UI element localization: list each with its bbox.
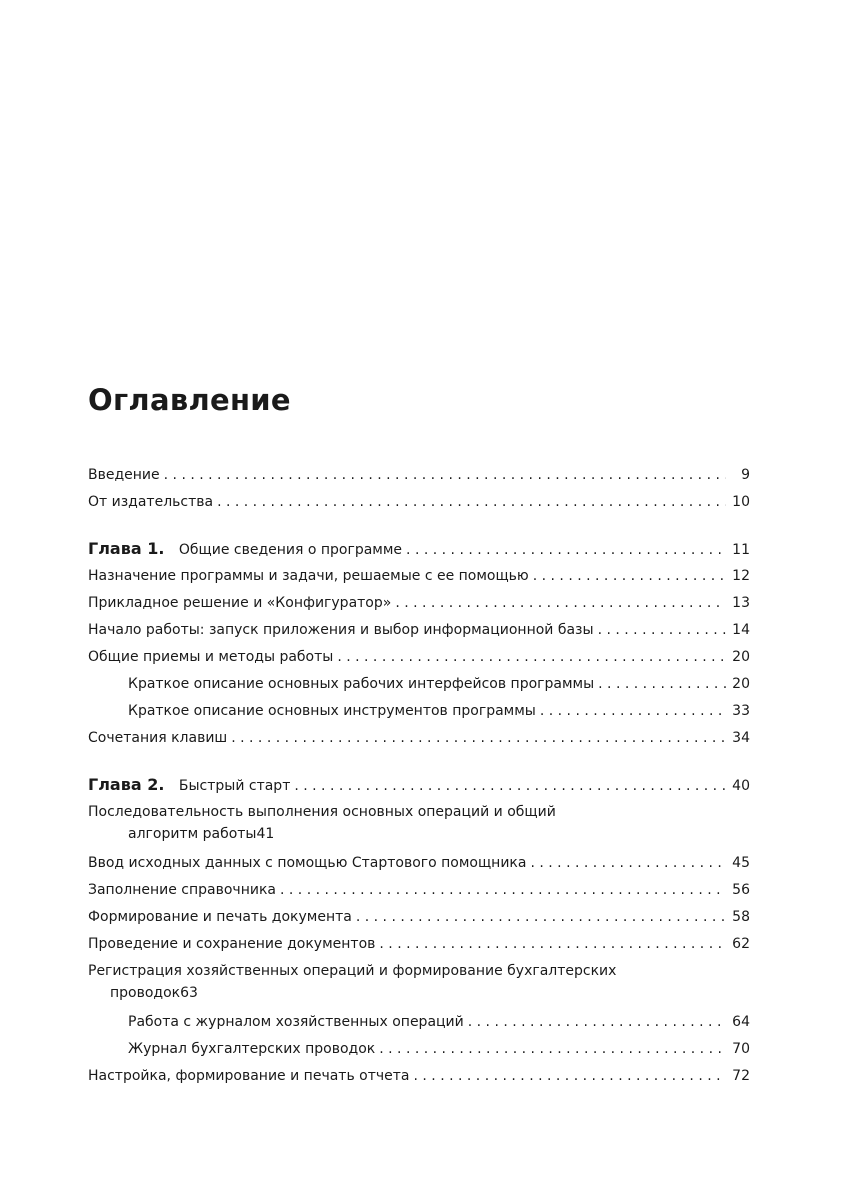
dot-leader [294, 777, 726, 795]
toc-page-number: 14 [732, 622, 750, 638]
toc-page-number: 41 [256, 826, 275, 842]
toc-entry-text: Сочетания клавиш [88, 730, 228, 746]
page-title: Оглавление [88, 383, 291, 417]
chapter-label: Глава 1. [88, 539, 165, 558]
toc-entry[interactable] [88, 619, 750, 646]
dot-leader [406, 541, 726, 559]
toc-entry-text: Общие сведения о программе [178, 542, 403, 558]
toc-entry[interactable] [88, 852, 750, 879]
toc-page-number: 58 [732, 909, 750, 925]
toc-entry-multiline[interactable] [88, 801, 750, 852]
dot-leader [217, 493, 726, 511]
toc-entry[interactable] [88, 646, 750, 673]
toc-entry[interactable] [88, 727, 750, 754]
toc-entry-text: Назначение программы и задачи, решаемые с ее помощью [88, 568, 529, 584]
dot-leader [356, 908, 726, 926]
toc-subentry[interactable] [88, 1038, 750, 1065]
dot-leader [379, 1040, 726, 1058]
toc-page-number: 11 [732, 542, 750, 558]
dot-leader [280, 881, 726, 899]
toc-page-number: 13 [732, 595, 750, 611]
toc-entry-from-publisher[interactable] [88, 491, 750, 518]
toc-entry-text: Краткое описание основных рабочих интерфейсов программы [128, 676, 595, 692]
toc-entry-text-line1: Регистрация хозяйственных операций и формирование бухгалтерских [88, 963, 617, 979]
toc-page-number: 34 [732, 730, 750, 746]
toc-entry-text: Начало работы: запуск приложения и выбор информационной базы [88, 622, 594, 638]
toc-subentry[interactable] [88, 700, 750, 727]
toc-page-number: 33 [732, 703, 750, 719]
toc-chapter-1[interactable] [88, 538, 750, 565]
dot-leader [533, 567, 726, 585]
dot-leader [379, 935, 726, 953]
dot-leader [414, 1067, 727, 1085]
toc-page-number: 70 [732, 1041, 750, 1057]
toc-page-number: 20 [732, 649, 750, 665]
toc-entry[interactable] [88, 1065, 750, 1092]
dot-leader [164, 466, 726, 484]
toc-entry-text-line2: проводок [110, 985, 181, 1001]
table-of-contents [88, 464, 750, 1092]
toc-entry-text: Ввод исходных данных с помощью Стартового помощника [88, 855, 527, 871]
toc-entry-text: Проведение и сохранение документов [88, 936, 376, 952]
toc-entry-text: От издательства [88, 494, 214, 510]
toc-entry[interactable] [88, 879, 750, 906]
toc-entry-text-line2: алгоритм работы [128, 826, 257, 842]
toc-entry-text: Прикладное решение и «Конфигуратор» [88, 595, 392, 611]
dot-leader [337, 648, 726, 666]
dot-leader [231, 729, 726, 747]
toc-subentry[interactable] [88, 1011, 750, 1038]
toc-subentry[interactable] [88, 673, 750, 700]
toc-page-number: 10 [732, 494, 750, 510]
chapter-label: Глава 2. [88, 775, 165, 794]
dot-leader [468, 1013, 726, 1031]
toc-entry[interactable] [88, 565, 750, 592]
toc-page-number: 63 [180, 985, 198, 1001]
toc-page-number: 12 [732, 568, 750, 584]
toc-entry-text: Краткое описание основных инструментов программы [128, 703, 536, 719]
toc-entry[interactable] [88, 933, 750, 960]
toc-page-number: 40 [732, 778, 750, 794]
toc-entry-text-line1: Последовательность выполнения основных операций и общий [88, 804, 556, 820]
toc-page-number: 62 [732, 936, 750, 952]
toc-entry[interactable] [88, 592, 750, 619]
toc-page-number: 72 [732, 1068, 750, 1084]
dot-leader [540, 702, 726, 720]
dot-leader [598, 675, 726, 693]
toc-entry-text: Введение [88, 467, 160, 483]
dot-leader [395, 594, 726, 612]
toc-entry-multiline[interactable] [88, 960, 750, 1011]
toc-entry[interactable] [88, 906, 750, 933]
toc-entry-text: Журнал бухгалтерских проводок [128, 1041, 376, 1057]
toc-page-number: 56 [732, 882, 750, 898]
dot-leader [530, 854, 726, 872]
toc-entry-text: Заполнение справочника [88, 882, 276, 898]
toc-entry-text: Работа с журналом хозяйственных операций [128, 1014, 464, 1030]
toc-page-number: 64 [732, 1014, 750, 1030]
toc-page-number: 9 [741, 467, 750, 483]
toc-chapter-2[interactable] [88, 774, 750, 801]
toc-page-number: 45 [732, 855, 750, 871]
toc-entry-text: Настройка, формирование и печать отчета [88, 1068, 410, 1084]
dot-leader [598, 621, 726, 639]
toc-entry-introduction[interactable] [88, 464, 750, 491]
toc-entry-text: Общие приемы и методы работы [88, 649, 334, 665]
toc-entry-text: Формирование и печать документа [88, 909, 352, 925]
toc-page-number: 20 [732, 676, 750, 692]
toc-entry-text: Быстрый старт [178, 778, 291, 794]
